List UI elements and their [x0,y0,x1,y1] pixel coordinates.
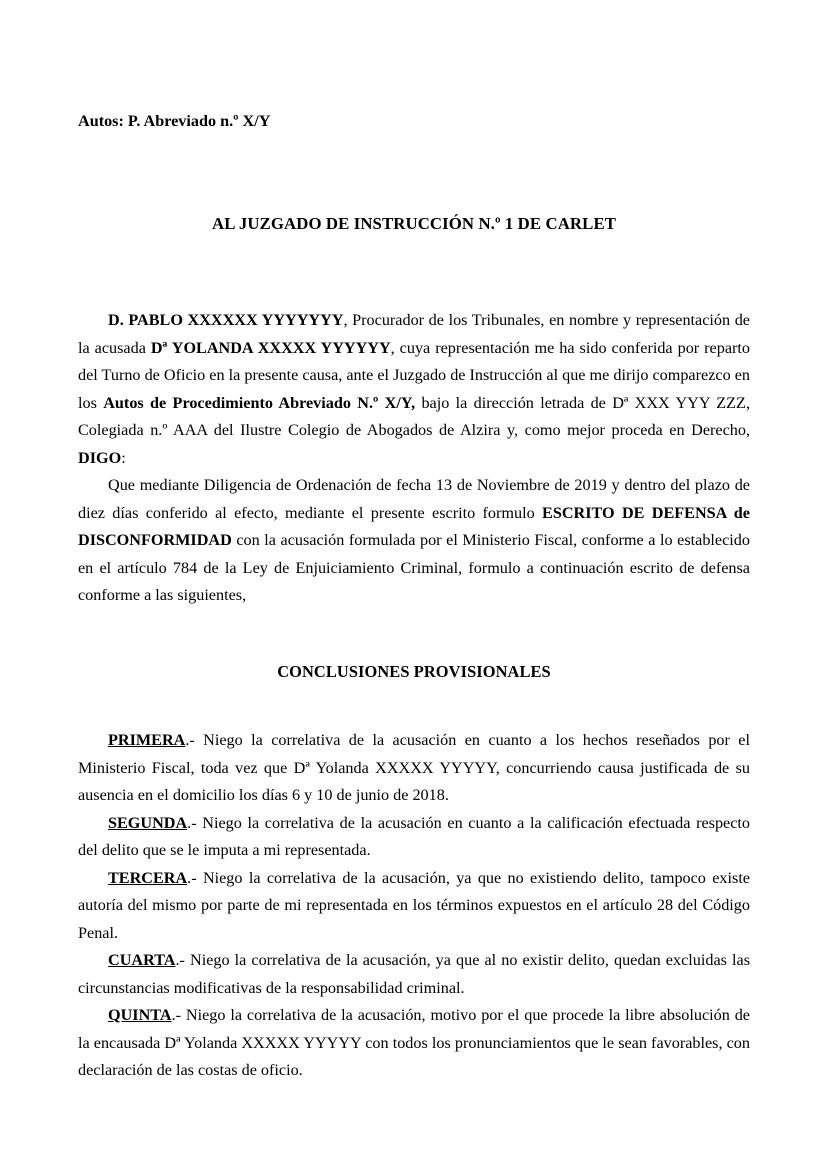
procurador-name: D. PABLO XXXXXX YYYYYYY [108,311,344,329]
conclusion-ordinal: QUINTA [108,1006,172,1024]
conclusion-item [78,727,750,810]
conclusion-ordinal: SEGUNDA [108,813,188,832]
conclusion-separator: .- [171,1006,186,1024]
conclusion-item [78,1002,750,1085]
intro-segment-4: : [121,448,126,467]
body-segment-1: Que mediante Diligencia de Ordenación de fecha 13 de Noviembre de 2019 y dentro del plazo de diez días conferido al efecto, mediante el presente escrito formulo [78,476,750,522]
conclusion-item [78,947,750,1002]
body-segment-2: con la acusación formulada por el Ministerio Fiscal, conforme a lo establecido en el artículo 784 de la Ley de Enjuiciamiento Criminal, formulo a continuación escrito de defensa conforme a las siguientes, [78,531,750,604]
conclusion-separator: .- [185,731,204,749]
conclusion-item [78,865,750,948]
conclusion-text: Niego la correlativa de la acusación, motivo por el que procede la libre absolución de la encausada Dª Yolanda XXXXX YYYYY con todos los pronunciamientos que le sean favorables, con declaración de las costas de oficio. [78,1006,750,1079]
conclusion-separator: .- [187,868,203,887]
page-title: AL JUZGADO DE INSTRUCCIÓN N.º 1 DE CARLET [211,213,617,233]
intro-segment-1: , Procurador de los Tribunales, en nombre y representación de la acusada [78,311,750,357]
intro-segment-2: , cuya representación me ha sido conferida por reparto del Turno de Oficio en la presente causa, ante el Juzgado de Instrucción al que me dirijo comparezco en los [78,338,750,412]
conclusion-text: Niego la correlativa de la acusación en cuanto a la calificación efectuada respecto del delito que se le imputa a mi representada. [78,813,751,859]
conclusion-item [78,810,750,865]
conclusions-heading: CONCLUSIONES PROVISIONALES [277,661,551,681]
digo-keyword: DIGO [78,448,122,467]
case-reference-header: Autos: P. Abreviado n.º X/Y [78,112,271,130]
intro-paragraph [78,307,750,472]
conclusion-text: Niego la correlativa de la acusación, ya que no existiendo delito, tampoco existe autoría del mismo por parte de mi representada en los términos expuestos en el artículo 28 del Código Penal. [78,868,750,942]
autos-reference: Autos de Procedimiento Abreviado N.º X/Y, [103,393,416,412]
intro-segment-3: bajo la dirección letrada de Dª XXX YYY ZZZ, Colegiada n.º AAA del Ilustre Colegio de Abogados de Alzira y, como mejor proceda en Derecho, [78,393,750,439]
conclusion-separator: .- [187,813,203,832]
conclusion-ordinal: CUARTA [108,951,176,969]
document-body [78,0,750,1085]
escrito-defensa-emphasis: ESCRITO DE DEFENSA de DISCONFORMIDAD [78,503,750,549]
conclusion-ordinal: PRIMERA [108,731,186,749]
conclusion-text: Niego la correlativa de la acusación, ya que al no existir delito, quedan excluidas las circunstancias modificativas de la responsabilidad criminal. [78,951,750,997]
body-paragraph [78,472,750,610]
conclusion-ordinal: TERCERA [108,868,188,887]
conclusion-text: Niego la correlativa de la acusación en cuanto a los hechos reseñados por el Ministerio Fiscal, toda vez que Dª Yolanda XXXXX YYYYY, concurriendo causa justificada de su ausencia en el domicilio los días 6 y 10 de junio de 2018. [78,731,750,804]
accused-name: Dª YOLANDA XXXXX YYYYYY [150,338,391,357]
conclusion-separator: .- [175,951,190,969]
